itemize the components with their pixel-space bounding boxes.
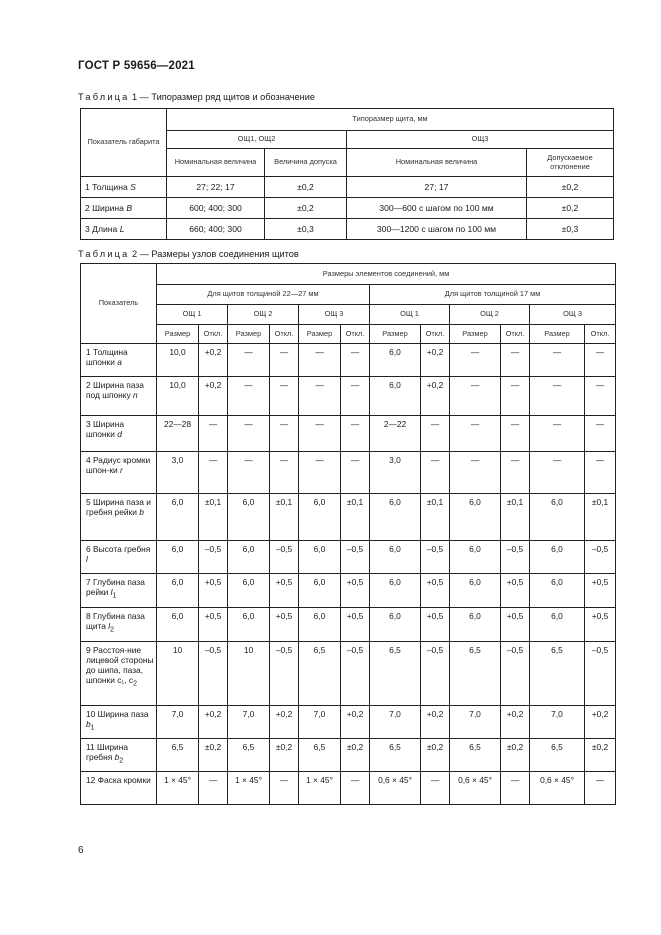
t1-head-group: Типоразмер щита, мм bbox=[167, 109, 614, 131]
t2-cell-value: 6,0 bbox=[299, 541, 341, 574]
t2-cell-value: +0,5 bbox=[421, 574, 450, 608]
t2-cell-value: +0,5 bbox=[585, 574, 616, 608]
t2-row-number: 5 bbox=[86, 497, 91, 507]
t2-cell-value: — bbox=[530, 452, 585, 494]
t2-cell-value: — bbox=[501, 377, 530, 416]
t2-cell-value: 6,0 bbox=[228, 541, 270, 574]
t2-row-symbol: b bbox=[139, 506, 144, 517]
t2-cell-value: — bbox=[585, 772, 616, 805]
t2-cell-value: 6,0 bbox=[530, 541, 585, 574]
t2-cell-value: 10,0 bbox=[157, 344, 199, 377]
table-row bbox=[81, 377, 616, 416]
document-header: ГОСТ Р 59656—2021 bbox=[78, 60, 195, 72]
table2-caption-prefix: Таблица bbox=[78, 249, 130, 259]
t2-cell-value: 6,0 bbox=[228, 574, 270, 608]
t2-cell-value: +0,5 bbox=[199, 608, 228, 642]
t2-cell-value: — bbox=[228, 344, 270, 377]
t2-cell-value: — bbox=[585, 416, 616, 452]
t1-cell-tol: ±0,3 bbox=[265, 219, 347, 240]
t2-cell-value: 6,5 bbox=[299, 739, 341, 772]
t2-cell-value: +0,5 bbox=[341, 608, 370, 642]
t2-cell-value: — bbox=[341, 452, 370, 494]
t1-cell-indicator bbox=[81, 177, 167, 198]
t1-head-osch12: ОЩ1, ОЩ2 bbox=[167, 131, 347, 149]
t2-head-deviation: Откл. bbox=[501, 325, 530, 344]
t2-cell-value: ±0,1 bbox=[585, 494, 616, 541]
t2-cell-value: 0,6 × 45° bbox=[530, 772, 585, 805]
t1-row-number: 3 bbox=[85, 223, 90, 234]
t2-cell-value: ±0,2 bbox=[501, 739, 530, 772]
t2-cell-value: 22—28 bbox=[157, 416, 199, 452]
t1-cell-nom3: 27; 17 bbox=[347, 177, 527, 198]
t2-cell-value: 6,0 bbox=[530, 608, 585, 642]
t2-cell-value: ±0,1 bbox=[501, 494, 530, 541]
t2-row-name: Ширина гребня bbox=[86, 742, 129, 762]
t2-cell-value: 6,5 bbox=[299, 642, 341, 706]
t2-cell-value: 6,0 bbox=[299, 574, 341, 608]
t2-cell-value: — bbox=[501, 452, 530, 494]
t2-cell-value: 6,0 bbox=[228, 494, 270, 541]
t2-cell-value: 7,0 bbox=[157, 706, 199, 739]
t2-cell-value: — bbox=[341, 377, 370, 416]
t2-cell-value: 6,0 bbox=[530, 574, 585, 608]
t2-cell-value: — bbox=[421, 416, 450, 452]
t2-row-subscript: 1 bbox=[112, 592, 117, 600]
t2-cell-value: — bbox=[585, 344, 616, 377]
t2-head-deviation: Откл. bbox=[199, 325, 228, 344]
t2-cell-value: +0,2 bbox=[421, 377, 450, 416]
t2-cell-value: –0,5 bbox=[585, 642, 616, 706]
table-joint-dimensions bbox=[80, 263, 616, 805]
t2-cell-value: 7,0 bbox=[228, 706, 270, 739]
t1-row-symbol: B bbox=[126, 202, 133, 213]
t2-head-osch: ОЩ 2 bbox=[450, 305, 530, 325]
t2-cell-value: 6,0 bbox=[450, 574, 501, 608]
t2-head-size: Размер bbox=[450, 325, 501, 344]
t1-head-indicator: Показатель габарита bbox=[81, 109, 167, 177]
t2-cell-value: — bbox=[299, 377, 341, 416]
t2-cell-value: 6,0 bbox=[157, 608, 199, 642]
t2-cell-value: 7,0 bbox=[370, 706, 421, 739]
table-row bbox=[81, 642, 616, 706]
t1-row-symbol: S bbox=[130, 181, 136, 192]
t2-cell-value: –0,5 bbox=[270, 541, 299, 574]
t2-cell-value: 6,5 bbox=[370, 739, 421, 772]
t1-head-nominal: Номинальная величина bbox=[167, 149, 265, 177]
t2-cell-value: +0,5 bbox=[501, 608, 530, 642]
t2-head-size: Размер bbox=[157, 325, 199, 344]
t2-cell-value: +0,2 bbox=[421, 344, 450, 377]
t2-cell-value: 6,0 bbox=[530, 494, 585, 541]
t1-cell-dev3: ±0,3 bbox=[527, 219, 614, 240]
t2-cell-value: ±0,1 bbox=[199, 494, 228, 541]
t2-cell-value: 7,0 bbox=[450, 706, 501, 739]
t1-cell-nom3: 300—600 с шагом по 100 мм bbox=[347, 198, 527, 219]
t2-cell-value: +0,5 bbox=[501, 574, 530, 608]
t2-cell-value: ±0,2 bbox=[270, 739, 299, 772]
t2-cell-value: 6,0 bbox=[299, 608, 341, 642]
t2-cell-value: +0,2 bbox=[501, 706, 530, 739]
t2-cell-value: 1 × 45° bbox=[228, 772, 270, 805]
t2-cell-value: +0,2 bbox=[199, 344, 228, 377]
t2-row-subscript: 2 bbox=[133, 680, 137, 688]
t2-cell-value: 6,0 bbox=[450, 541, 501, 574]
table2-caption bbox=[78, 249, 299, 259]
t1-cell-dev3: ±0,2 bbox=[527, 177, 614, 198]
t2-cell-value: 6,0 bbox=[157, 494, 199, 541]
t2-head-size: Размер bbox=[228, 325, 270, 344]
table1-caption-text: 1 — Типоразмер ряд щитов и обозначение bbox=[129, 92, 315, 102]
t2-cell-value: — bbox=[421, 452, 450, 494]
t2-cell-value: 6,0 bbox=[370, 541, 421, 574]
t2-cell-value: 3,0 bbox=[370, 452, 421, 494]
t2-cell-value: — bbox=[270, 452, 299, 494]
t2-head-osch: ОЩ 1 bbox=[370, 305, 450, 325]
t2-row-number: 9 bbox=[86, 645, 91, 655]
t2-cell-value: –0,5 bbox=[421, 642, 450, 706]
t2-cell-value: 1 × 45° bbox=[299, 772, 341, 805]
t2-head-deviation: Откл. bbox=[421, 325, 450, 344]
t2-row-subscript: 2 bbox=[119, 757, 124, 765]
t2-row-name: Ширина паза и гребня рейки bbox=[86, 497, 151, 517]
t2-cell-value: — bbox=[450, 344, 501, 377]
t2-cell-value: ±0,1 bbox=[270, 494, 299, 541]
t2-head-osch: ОЩ 1 bbox=[157, 305, 228, 325]
t2-cell-value: — bbox=[199, 452, 228, 494]
t2-row-name: Толщина шпонки bbox=[86, 347, 128, 367]
t2-cell-value: — bbox=[228, 377, 270, 416]
t2-row-name: Ширина паза под шпонку bbox=[86, 380, 144, 400]
t2-cell-value: 6,5 bbox=[530, 642, 585, 706]
t2-cell-value: — bbox=[501, 344, 530, 377]
t2-cell-value: 6,0 bbox=[370, 608, 421, 642]
t2-row-number: 7 bbox=[86, 577, 91, 587]
t2-cell-value: +0,2 bbox=[270, 706, 299, 739]
t2-cell-value: — bbox=[199, 772, 228, 805]
t2-row-symbol: r bbox=[120, 464, 123, 475]
t2-cell-value: –0,5 bbox=[585, 541, 616, 574]
t2-cell-value: ±0,2 bbox=[585, 739, 616, 772]
t2-cell-value: 10 bbox=[157, 642, 199, 706]
t1-head-deviation: Допускаемое отклонение bbox=[527, 149, 614, 177]
t2-cell-indicator bbox=[81, 452, 157, 494]
table-row bbox=[81, 574, 616, 608]
t2-cell-value: — bbox=[270, 377, 299, 416]
t1-cell-dev3: ±0,2 bbox=[527, 198, 614, 219]
t2-head-deviation: Откл. bbox=[270, 325, 299, 344]
t2-cell-value: +0,2 bbox=[585, 706, 616, 739]
t2-cell-value: +0,5 bbox=[341, 574, 370, 608]
table-size-series bbox=[80, 108, 614, 240]
t2-cell-value: 0,6 × 45° bbox=[450, 772, 501, 805]
t1-row-symbol: L bbox=[119, 223, 125, 234]
t2-head-osch: ОЩ 2 bbox=[228, 305, 299, 325]
t2-cell-value: 6,5 bbox=[228, 739, 270, 772]
t2-cell-value: ±0,1 bbox=[421, 494, 450, 541]
t2-cell-value: — bbox=[530, 416, 585, 452]
t2-cell-value: 6,5 bbox=[450, 739, 501, 772]
table-row bbox=[81, 494, 616, 541]
t2-cell-value: ±0,2 bbox=[421, 739, 450, 772]
t1-head-osch3: ОЩ3 bbox=[347, 131, 614, 149]
t2-head-osch: ОЩ 3 bbox=[299, 305, 370, 325]
t2-cell-indicator bbox=[81, 377, 157, 416]
t2-row-symbol: a bbox=[117, 356, 122, 367]
table-row bbox=[81, 452, 616, 494]
t2-cell-value: 6,0 bbox=[370, 574, 421, 608]
t2-cell-value: — bbox=[299, 452, 341, 494]
table1-caption bbox=[78, 92, 315, 102]
t2-cell-value: 6,0 bbox=[228, 608, 270, 642]
t2-cell-indicator bbox=[81, 494, 157, 541]
t2-row-name: Фаска кромки bbox=[97, 775, 151, 785]
t2-row-name: Глубина паза щита bbox=[86, 611, 145, 631]
t2-cell-value: 6,0 bbox=[370, 344, 421, 377]
t2-cell-value: 3,0 bbox=[157, 452, 199, 494]
t2-cell-value: –0,5 bbox=[199, 642, 228, 706]
t2-cell-value: — bbox=[421, 772, 450, 805]
t2-cell-indicator bbox=[81, 642, 157, 706]
t2-row-symbol: l bbox=[108, 620, 111, 631]
table-row bbox=[81, 219, 614, 240]
t2-row-name: Ширина шпонки bbox=[86, 419, 124, 439]
t2-cell-value: — bbox=[228, 452, 270, 494]
t1-cell-nom: 600; 400; 300 bbox=[167, 198, 265, 219]
t2-cell-value: 6,0 bbox=[299, 494, 341, 541]
t2-cell-indicator bbox=[81, 416, 157, 452]
t2-cell-value: — bbox=[299, 416, 341, 452]
t2-cell-value: — bbox=[450, 377, 501, 416]
t2-cell-value: –0,5 bbox=[501, 541, 530, 574]
t2-row-symbol: l bbox=[86, 553, 88, 564]
table-row bbox=[81, 416, 616, 452]
t2-row-name: Глубина паза рейки bbox=[86, 577, 145, 597]
t2-cell-value: — bbox=[299, 344, 341, 377]
t1-cell-nom: 27; 22; 17 bbox=[167, 177, 265, 198]
table-row bbox=[81, 706, 616, 739]
t2-cell-value: –0,5 bbox=[341, 541, 370, 574]
t2-cell-value: — bbox=[530, 377, 585, 416]
table-row bbox=[81, 772, 616, 805]
t2-cell-value: ±0,2 bbox=[199, 739, 228, 772]
t2-head-group: Размеры элементов соединений, мм bbox=[157, 264, 616, 285]
t1-head-nominal-osch3: Номинальная величина bbox=[347, 149, 527, 177]
t1-cell-tol: ±0,2 bbox=[265, 177, 347, 198]
t2-cell-value: 6,5 bbox=[370, 642, 421, 706]
t1-row-number: 1 bbox=[85, 181, 90, 192]
t2-head-deviation: Откл. bbox=[585, 325, 616, 344]
t2-row-symbol: n bbox=[133, 389, 138, 400]
t2-row-number: 1 bbox=[86, 347, 91, 357]
t2-row-subscript: 2 bbox=[110, 626, 115, 634]
table-row bbox=[81, 344, 616, 377]
t2-row-number: 4 bbox=[86, 455, 91, 465]
t2-cell-value: 6,0 bbox=[157, 574, 199, 608]
t2-cell-value: — bbox=[530, 344, 585, 377]
t2-cell-indicator bbox=[81, 344, 157, 377]
t2-row-symbol: b bbox=[86, 718, 91, 729]
t1-row-label: Толщина bbox=[92, 181, 128, 192]
t2-row-number: 12 bbox=[86, 775, 96, 785]
t2-head-group-a: Для щитов толщиной 22—27 мм bbox=[157, 285, 370, 305]
t2-head-size: Размер bbox=[530, 325, 585, 344]
table2-caption-text: 2 — Размеры узлов соединения щитов bbox=[129, 249, 299, 259]
t2-cell-indicator bbox=[81, 541, 157, 574]
t2-cell-value: +0,5 bbox=[585, 608, 616, 642]
table-row bbox=[81, 198, 614, 219]
t1-cell-nom: 660; 400; 300 bbox=[167, 219, 265, 240]
t2-head-osch: ОЩ 3 bbox=[530, 305, 616, 325]
t2-head-group-b: Для щитов толщиной 17 мм bbox=[370, 285, 616, 305]
t1-cell-tol: ±0,2 bbox=[265, 198, 347, 219]
t2-cell-value: +0,5 bbox=[270, 608, 299, 642]
t2-cell-value: 6,5 bbox=[450, 642, 501, 706]
table-row bbox=[81, 608, 616, 642]
t1-row-label: Длина bbox=[92, 223, 118, 234]
t1-row-label: Ширина bbox=[92, 202, 124, 213]
t2-row-name: Радиус кромки шпон-ки bbox=[86, 455, 151, 475]
t2-cell-value: +0,5 bbox=[199, 574, 228, 608]
t2-row-number: 11 bbox=[86, 742, 95, 752]
t2-row-name: Высота гребня bbox=[93, 544, 151, 554]
t2-cell-value: +0,2 bbox=[199, 706, 228, 739]
t2-cell-value: –0,5 bbox=[199, 541, 228, 574]
t2-row-number: 2 bbox=[86, 380, 91, 390]
t2-row-name: Ширина паза bbox=[97, 709, 149, 719]
t2-cell-value: 6,5 bbox=[530, 739, 585, 772]
t2-cell-value: +0,2 bbox=[421, 706, 450, 739]
t2-cell-value: 6,0 bbox=[157, 541, 199, 574]
t1-cell-indicator bbox=[81, 219, 167, 240]
t2-cell-indicator bbox=[81, 739, 157, 772]
t2-cell-value: — bbox=[199, 416, 228, 452]
t2-cell-indicator bbox=[81, 772, 157, 805]
t2-cell-value: 6,0 bbox=[370, 494, 421, 541]
t2-row-symbol: l bbox=[110, 586, 113, 597]
page-number: 6 bbox=[78, 845, 84, 856]
t2-cell-value: — bbox=[228, 416, 270, 452]
t2-row-number: 3 bbox=[86, 419, 91, 429]
t2-head-deviation: Откл. bbox=[341, 325, 370, 344]
t2-cell-value: –0,5 bbox=[341, 642, 370, 706]
table-row bbox=[81, 739, 616, 772]
table-row bbox=[81, 177, 614, 198]
t2-row-number: 10 bbox=[86, 709, 96, 719]
t2-cell-value: +0,2 bbox=[199, 377, 228, 416]
t2-row-name: Расстоя-ние лицевой стороны до шипа, паза, шпонки c₁, c bbox=[86, 645, 154, 685]
t2-cell-value: — bbox=[270, 344, 299, 377]
t1-row-number: 2 bbox=[85, 202, 90, 213]
t2-row-symbol: b bbox=[114, 751, 120, 762]
t1-head-tolerance: Величина допуска bbox=[265, 149, 347, 177]
t2-cell-value: — bbox=[341, 416, 370, 452]
t2-row-symbol: d bbox=[117, 428, 122, 439]
t2-cell-value: — bbox=[501, 772, 530, 805]
t2-head-size: Размер bbox=[299, 325, 341, 344]
t2-cell-value: 6,0 bbox=[450, 608, 501, 642]
t2-cell-value: 2—22 bbox=[370, 416, 421, 452]
t2-cell-value: — bbox=[450, 416, 501, 452]
t2-cell-value: –0,5 bbox=[421, 541, 450, 574]
table-row bbox=[81, 541, 616, 574]
t2-row-number: 6 bbox=[86, 544, 91, 554]
t2-cell-indicator bbox=[81, 574, 157, 608]
t2-cell-value: –0,5 bbox=[501, 642, 530, 706]
t2-cell-value: 6,0 bbox=[450, 494, 501, 541]
t2-cell-value: — bbox=[585, 452, 616, 494]
t2-cell-value: 6,5 bbox=[157, 739, 199, 772]
t2-cell-value: –0,5 bbox=[270, 642, 299, 706]
t2-row-subscript: 1 bbox=[90, 724, 95, 732]
t2-cell-indicator bbox=[81, 706, 157, 739]
t2-cell-value: 1 × 45° bbox=[157, 772, 199, 805]
t1-cell-nom3: 300—1200 с шагом по 100 мм bbox=[347, 219, 527, 240]
t2-row-number: 8 bbox=[86, 611, 91, 621]
t2-cell-value: — bbox=[341, 772, 370, 805]
t2-cell-value: ±0,2 bbox=[341, 739, 370, 772]
t2-cell-value: — bbox=[450, 452, 501, 494]
t2-head-size: Размер bbox=[370, 325, 421, 344]
t1-cell-indicator bbox=[81, 198, 167, 219]
t2-cell-value: ±0,1 bbox=[341, 494, 370, 541]
t2-cell-value: 7,0 bbox=[299, 706, 341, 739]
t2-cell-value: 7,0 bbox=[530, 706, 585, 739]
t2-cell-value: — bbox=[501, 416, 530, 452]
t2-cell-value: — bbox=[270, 416, 299, 452]
t2-cell-value: +0,2 bbox=[341, 706, 370, 739]
t2-cell-value: 6,0 bbox=[370, 377, 421, 416]
table1-caption-prefix: Таблица bbox=[78, 92, 130, 102]
t2-cell-indicator bbox=[81, 608, 157, 642]
t2-cell-value: 10 bbox=[228, 642, 270, 706]
t2-cell-value: — bbox=[585, 377, 616, 416]
t2-cell-value: — bbox=[270, 772, 299, 805]
t2-head-indicator: Показатель bbox=[81, 264, 157, 344]
t2-cell-value: 10,0 bbox=[157, 377, 199, 416]
t2-cell-value: — bbox=[341, 344, 370, 377]
t2-cell-value: +0,5 bbox=[270, 574, 299, 608]
t2-cell-value: 0,6 × 45° bbox=[370, 772, 421, 805]
t2-cell-value: +0,5 bbox=[421, 608, 450, 642]
